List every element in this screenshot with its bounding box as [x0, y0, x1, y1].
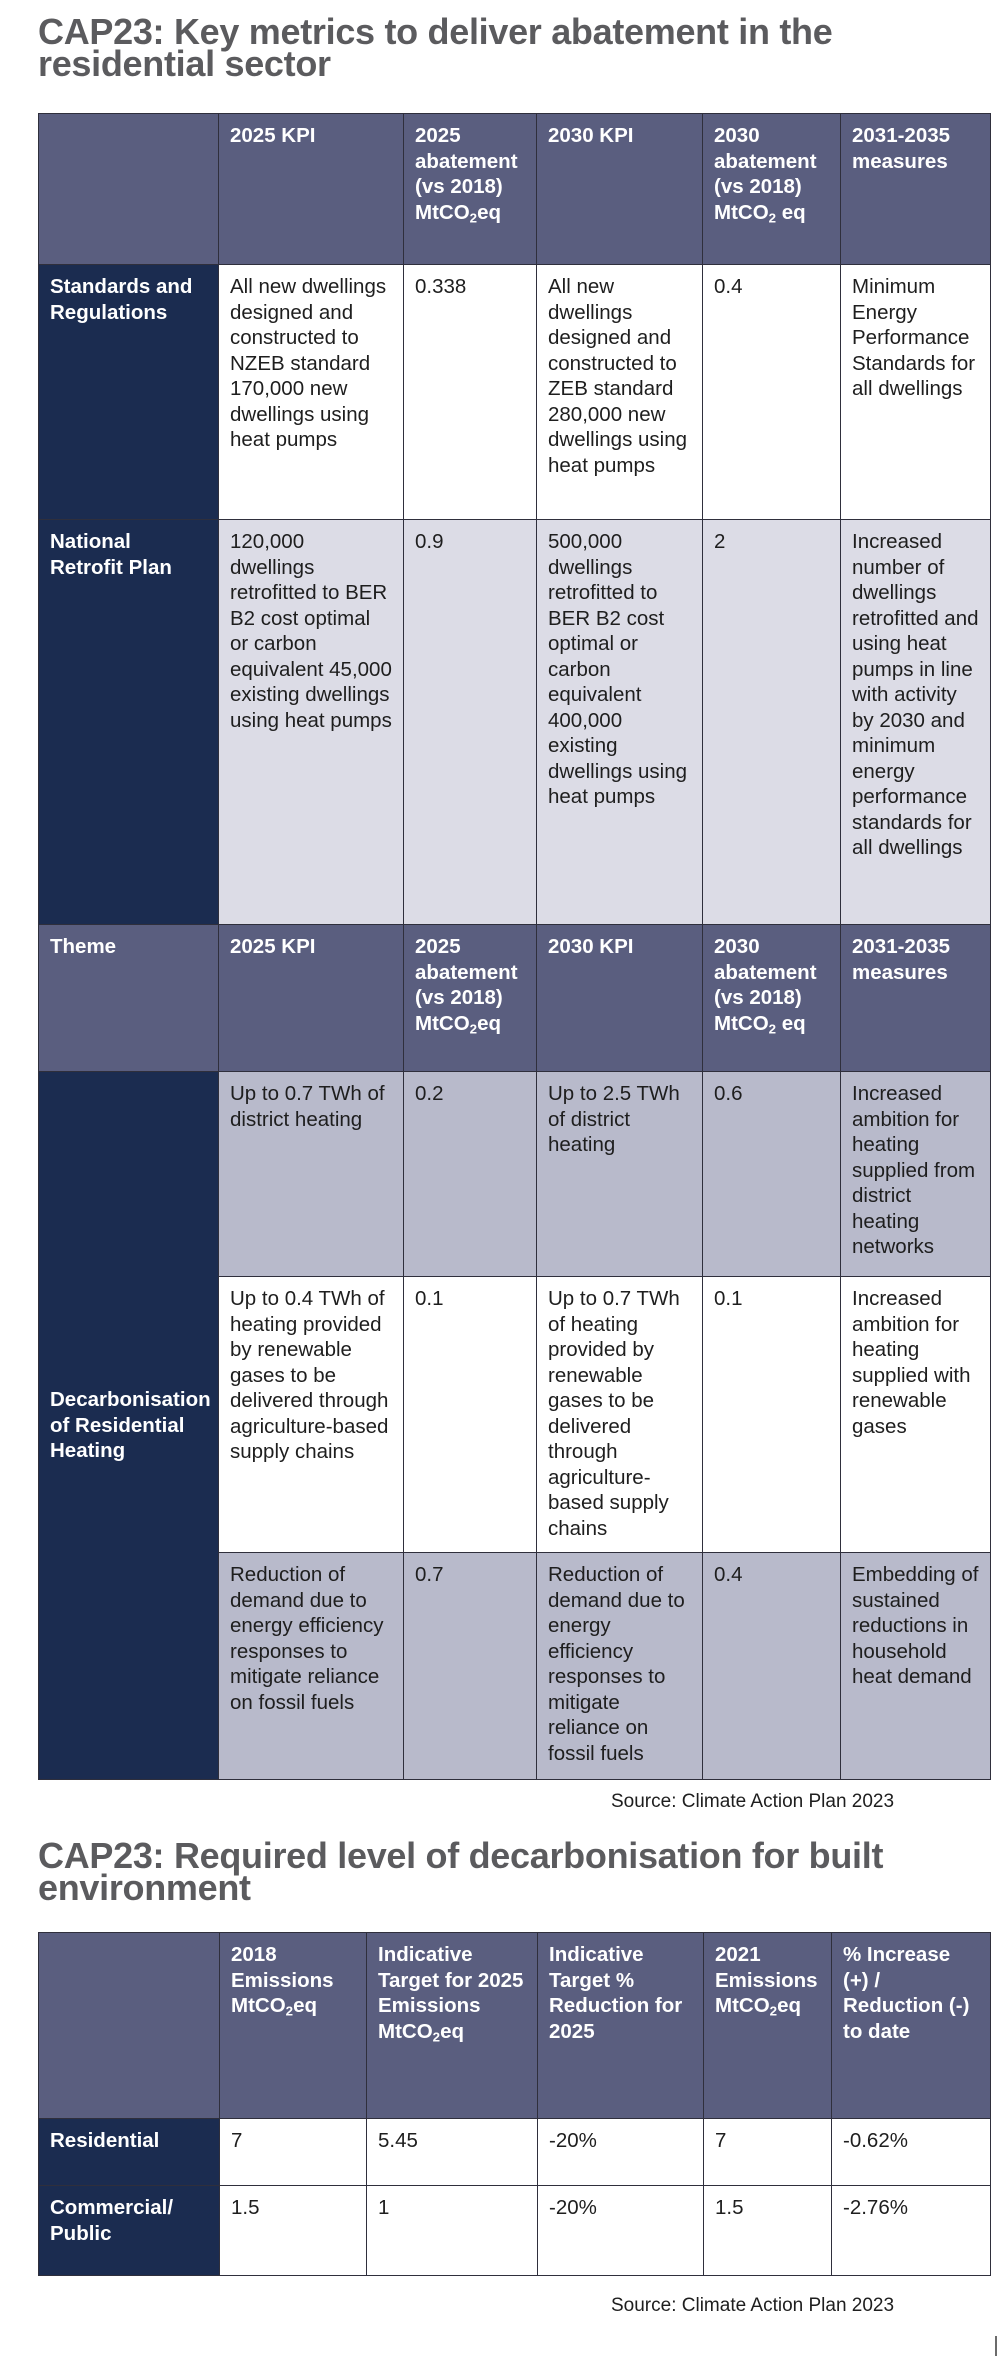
header-cell	[39, 114, 219, 265]
table-row	[39, 2119, 991, 2186]
table-cell: 0.338	[404, 265, 537, 520]
table-cell: 0.1	[703, 1277, 841, 1553]
table-cell: 0.2	[404, 1072, 537, 1277]
table-header-row	[39, 114, 991, 265]
header-cell: % Increase (+) / Reduction (-) to date	[832, 1933, 991, 2119]
table-cell: Increased number of dwellings retrofitted and using heat pumps in line with activity by 2030 and minimum energy performance standards for all dwellings	[841, 520, 991, 925]
row-header: Commercial/ Public	[39, 2186, 220, 2276]
table-cell: All new dwellings designed and constructed to NZEB standard 170,000 new dwellings using heat pumps	[219, 265, 404, 520]
table-cell: 5.45	[367, 2119, 538, 2186]
header-cell: 2025 KPI	[219, 114, 404, 265]
source-note: Source: Climate Action Plan 2023	[611, 1791, 895, 1812]
row-header: Residential	[39, 2119, 220, 2186]
table-cell: 0.4	[703, 1553, 841, 1780]
table-row	[39, 265, 991, 520]
header-cell	[39, 1933, 220, 2119]
table-cell: 0.9	[404, 520, 537, 925]
decarbonisation-table-wrap	[38, 1932, 990, 2276]
table-cell: 7	[220, 2119, 367, 2186]
table-cell: Minimum Energy Performance Standards for all dwellings	[841, 265, 991, 520]
header-cell: Indicative Target for 2025 Emissions MtCO$_2$eq	[367, 1933, 538, 2119]
table-cell: 2	[703, 520, 841, 925]
table-row	[39, 520, 991, 925]
table-cell: 1.5	[220, 2186, 367, 2276]
header-cell: 2030 KPI	[537, 925, 703, 1072]
header-cell: Theme	[39, 925, 219, 1072]
decarbonisation-table	[38, 1932, 991, 2276]
section-title: CAP23: Required level of decarbonisation for built environment	[38, 1835, 884, 1908]
table-cell: 0.4	[703, 265, 841, 520]
header-cell: 2030 abatement (vs 2018) MtCO$_2$ eq	[703, 925, 841, 1072]
header-cell: 2025 abatement (vs 2018) MtCO$_2$eq	[404, 114, 537, 265]
header-cell: 2025 KPI	[219, 925, 404, 1072]
source-note: Source: Climate Action Plan 2023	[611, 2295, 895, 2316]
key-metrics-table-wrap	[38, 113, 990, 1780]
section-1	[38, 11, 990, 84]
table-cell: 7	[704, 2119, 832, 2186]
table-cell: 0.1	[404, 1277, 537, 1553]
header-cell: 2030 KPI	[537, 114, 703, 265]
table-cell: Reduction of demand due to energy efficiency responses to mitigate reliance on fossil fuels	[219, 1553, 404, 1780]
table-cell: Up to 0.7 TWh of heating provided by renewable gases to be delivered through agriculture-based supply chains	[537, 1277, 703, 1553]
header-cell: 2031-2035 measures	[841, 114, 991, 265]
header-cell: 2030 abatement (vs 2018) MtCO$_2$ eq	[703, 114, 841, 265]
table-cell: All new dwellings designed and constructed to ZEB standard 280,000 new dwellings using heat pumps	[537, 265, 703, 520]
row-header: Decarbonisation of Residential Heating	[39, 1072, 219, 1780]
table-row	[39, 1072, 991, 1277]
table-cell: -0.62%	[832, 2119, 991, 2186]
table-cell: Reduction of demand due to energy efficiency responses to mitigate reliance on fossil fuels	[537, 1553, 703, 1780]
header-cell: 2021 Emissions MtCO$_2$eq	[704, 1933, 832, 2119]
table-cell: Up to 0.4 TWh of heating provided by renewable gases to be delivered through agriculture-based supply chains	[219, 1277, 404, 1553]
row-header: Standards and Regulations	[39, 265, 219, 520]
row-header: National Retrofit Plan	[39, 520, 219, 925]
table-cell: Up to 0.7 TWh of district heating	[219, 1072, 404, 1277]
table-cell: -2.76%	[832, 2186, 991, 2276]
table-cell: Increased ambition for heating supplied with renewable gases	[841, 1277, 991, 1553]
table-header-row	[39, 925, 991, 1072]
page-title: CAP23: Key metrics to deliver abatement in the residential sector	[38, 11, 833, 84]
table-cell: 0.7	[404, 1553, 537, 1780]
table-cell: Embedding of sustained reductions in household heat demand	[841, 1553, 991, 1780]
table-cell: 1	[367, 2186, 538, 2276]
table-cell: 120,000 dwellings retrofitted to BER B2 cost optimal or carbon equivalent 45,000 existing dwellings using heat pumps	[219, 520, 404, 925]
table-cell: 1.5	[704, 2186, 832, 2276]
key-metrics-table	[38, 113, 991, 1780]
table-cell: Up to 2.5 TWh of district heating	[537, 1072, 703, 1277]
table-cell: 0.6	[703, 1072, 841, 1277]
header-cell: 2018 Emissions MtCO$_2$eq	[220, 1933, 367, 2119]
table-cell: Increased ambition for heating supplied from district heating networks	[841, 1072, 991, 1277]
header-cell: 2025 abatement (vs 2018) MtCO$_2$eq	[404, 925, 537, 1072]
section-2	[38, 1835, 990, 1908]
table-cell: -20%	[538, 2119, 704, 2186]
table-cell: -20%	[538, 2186, 704, 2276]
edge-mark	[995, 2336, 997, 2356]
table-cell: 500,000 dwellings retrofitted to BER B2 cost optimal or carbon equivalent 400,000 existing dwellings using heat pumps	[537, 520, 703, 925]
header-cell: Indicative Target % Reduction for 2025	[538, 1933, 704, 2119]
header-cell: 2031-2035 measures	[841, 925, 991, 1072]
table-row	[39, 2186, 991, 2276]
table-header-row	[39, 1933, 991, 2119]
